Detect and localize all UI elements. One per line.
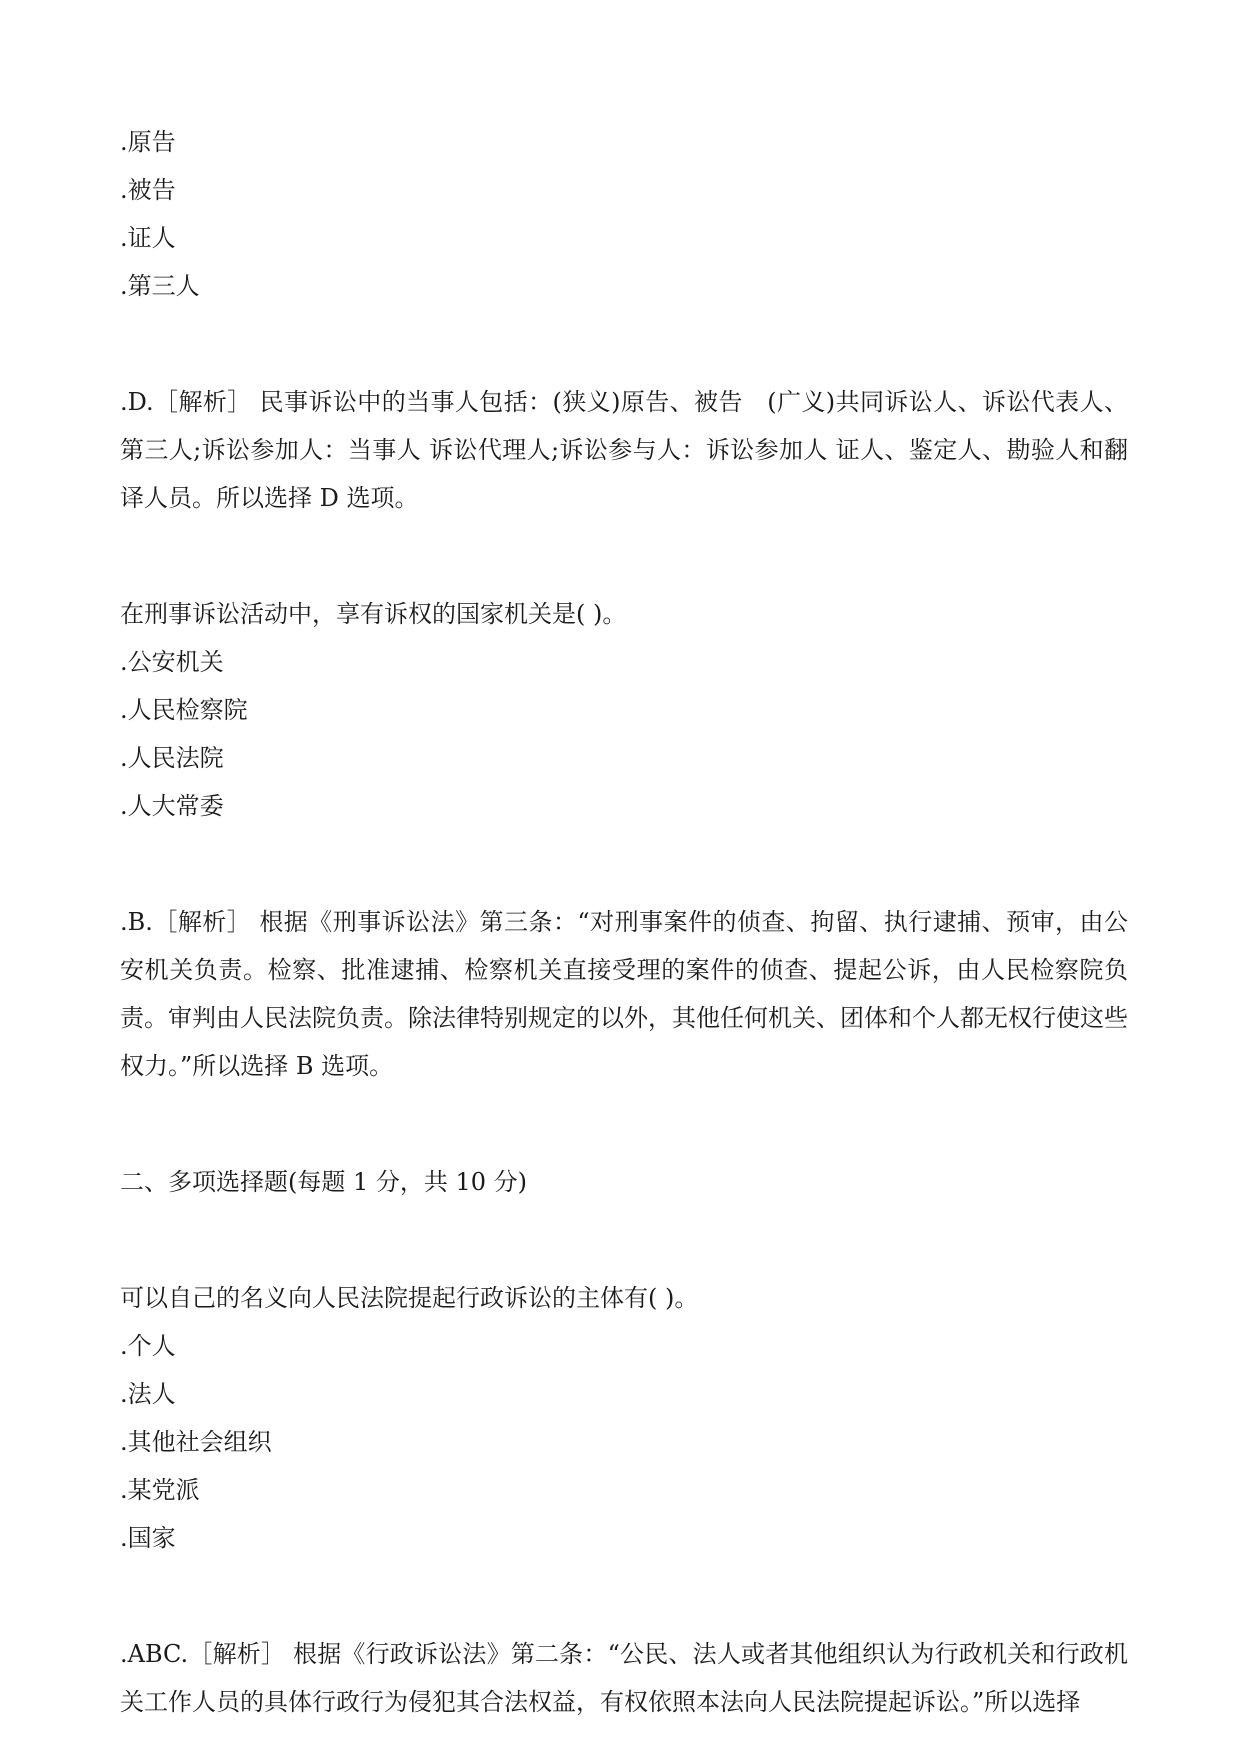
option-c: .证人 xyxy=(120,224,176,252)
option-a: .原告 xyxy=(120,128,176,156)
option-d: .人大常委 xyxy=(120,792,224,820)
option-b: .法人 xyxy=(120,1380,176,1408)
option-e: .国家 xyxy=(120,1524,176,1552)
option-d: .某党派 xyxy=(120,1476,200,1504)
question-text: 在刑事诉讼活动中，享有诉权的国家机关是( )。 xyxy=(120,600,627,628)
option-a: .个人 xyxy=(120,1332,176,1360)
option-b: .被告 xyxy=(120,176,176,204)
answer-explanation: .B.［解析］ 根据《刑事诉讼法》第三条：“对刑事案件的侦查、拘留、执行逮捕、预审，由公安机关负责。检察、批准逮捕、检察机关直接受理的案件的侦查、提起公诉，由人民检察院负责。审判由人民法院负责。除法律特别规定的以外，其他任何机关、团体和个人都无权行使这些权力。”所以选择 B 选项。 xyxy=(120,908,1128,1080)
answer-explanation: .ABC.［解析］ 根据《行政诉讼法》第二条：“公民、法人或者其他组织认为行政机关和行政机关工作人员的具体行政行为侵犯其合法权益，有权依照本法向人民法院提起诉讼。”所以选择 xyxy=(120,1640,1128,1716)
answer-explanation: .D.［解析］ 民事诉讼中的当事人包括：(狭义)原告、被告 (广义)共同诉讼人、诉讼代表人、第三人;诉讼参加人：当事人 诉讼代理人;诉讼参与人：诉讼参加人 证人、鉴定人、勘验人和翻译人员。所以选择 D 选项。 xyxy=(120,388,1128,512)
document-page xyxy=(120,118,1128,1726)
option-d: .第三人 xyxy=(120,272,200,300)
option-b: .人民检察院 xyxy=(120,696,248,724)
section-heading: 二、多项选择题(每题 1 分，共 10 分) xyxy=(120,1168,528,1196)
option-c: .人民法院 xyxy=(120,744,224,772)
question-2 xyxy=(120,590,1128,1090)
question-3 xyxy=(120,1274,1128,1726)
question-1 xyxy=(120,118,1128,522)
question-text: 可以自己的名义向人民法院提起行政诉讼的主体有( )。 xyxy=(120,1284,699,1312)
option-a: .公安机关 xyxy=(120,648,224,676)
option-c: .其他社会组织 xyxy=(120,1428,272,1456)
